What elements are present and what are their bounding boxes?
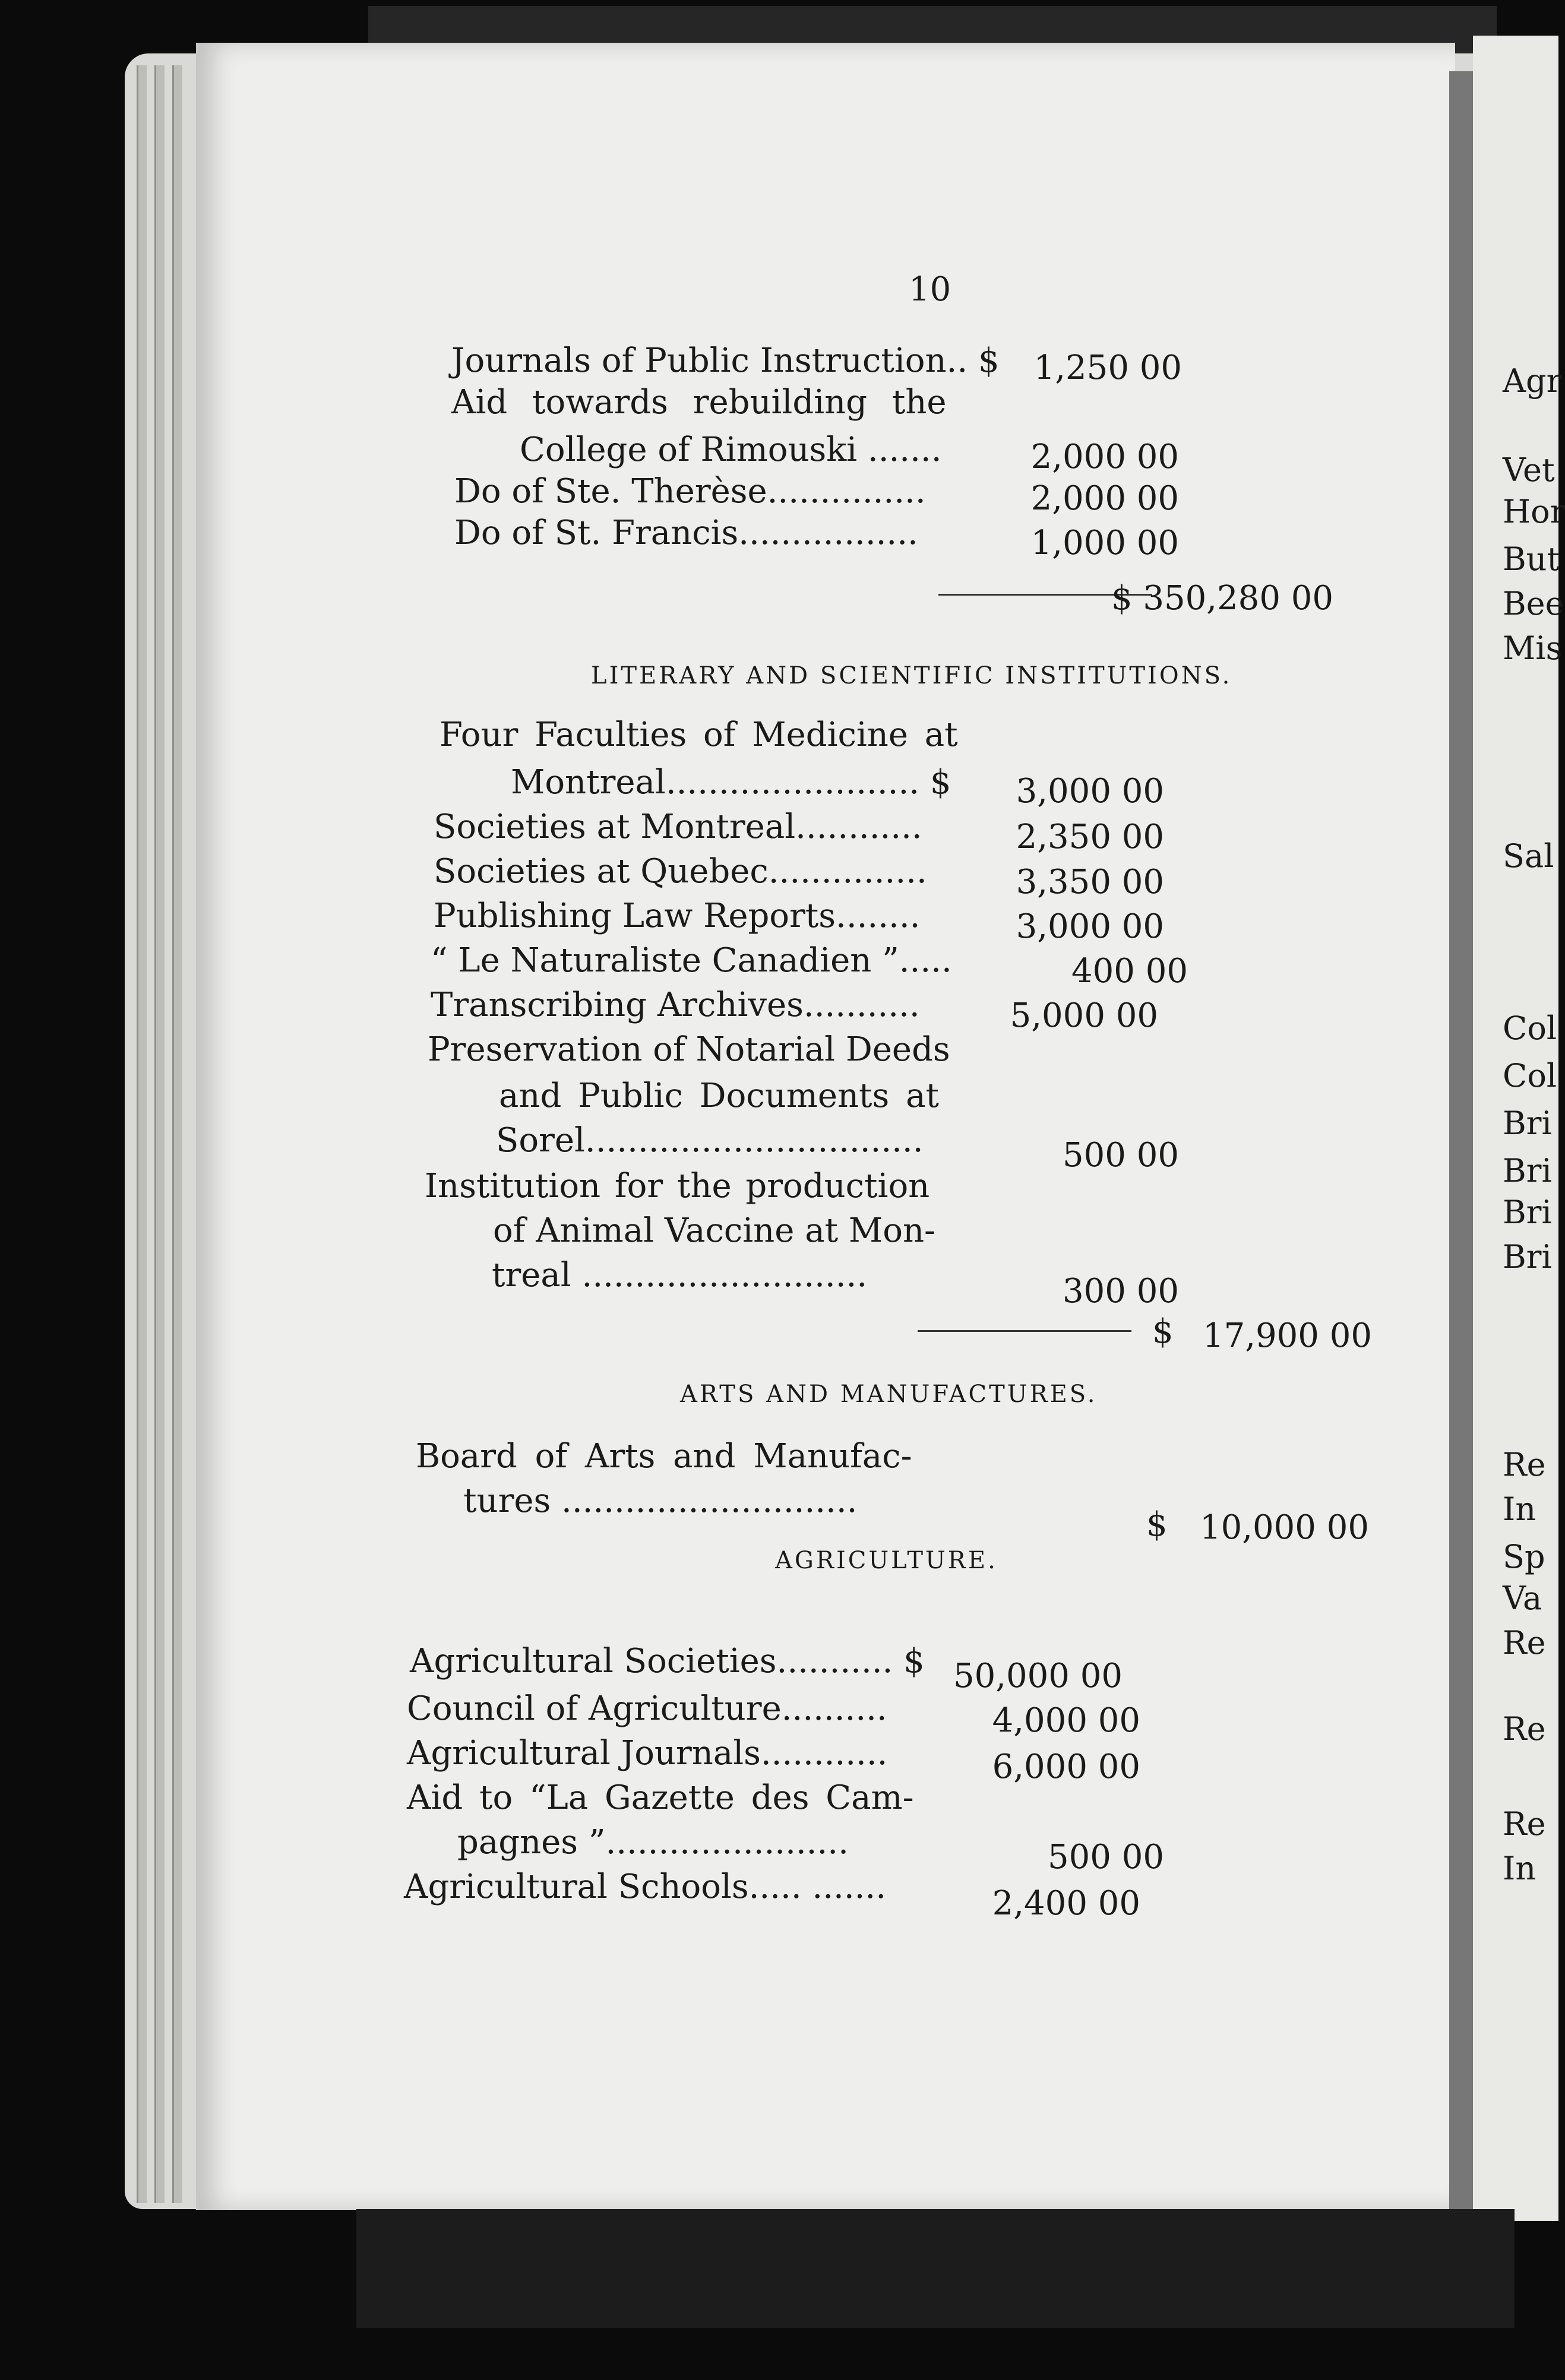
- facing-page-fragment: Re: [1503, 1805, 1546, 1843]
- line-item-amount: 1,000 00: [1030, 524, 1179, 562]
- book-gutter: [1449, 71, 1473, 2221]
- facing-page-fragment: In: [1503, 1850, 1536, 1887]
- facing-page-fragment: Bri: [1503, 1194, 1552, 1231]
- facing-page-fragment: Col: [1503, 1009, 1557, 1047]
- line-item-label: Societies at Quebec...............: [434, 852, 927, 891]
- line-item-amount: 6,000 00: [992, 1748, 1140, 1786]
- line-item-label: Agricultural Schools..... .......: [404, 1868, 887, 1906]
- line-item-amount: 500 00: [1048, 1838, 1164, 1876]
- line-item-label: Four Faculties of Medicine at: [440, 716, 958, 754]
- line-item-amount: 300 00: [1063, 1272, 1179, 1311]
- line-item-label: Do of St. Francis.................: [454, 514, 918, 552]
- facing-page-fragment: Bee: [1503, 585, 1564, 622]
- line-item-label: treal ...........................: [492, 1256, 868, 1295]
- facing-page-fragment: Col: [1503, 1057, 1557, 1094]
- facing-page-fragment: Mis: [1503, 629, 1563, 667]
- section-total: 10,000 00: [1199, 1508, 1369, 1547]
- facing-page-fragment: Sp: [1503, 1538, 1545, 1575]
- line-item-label: Transcribing Archives...........: [431, 986, 920, 1024]
- total-dollar-sign: $: [1152, 1312, 1174, 1351]
- line-item-amount: 3,000 00: [1016, 772, 1164, 811]
- section-total: 17,900 00: [1202, 1316, 1372, 1355]
- line-item-label: and Public Documents at: [499, 1077, 939, 1115]
- facing-page-fragment: Re: [1503, 1710, 1546, 1748]
- line-item-label: Agricultural Journals............: [407, 1734, 888, 1773]
- facing-page-fragment: Bri: [1503, 1238, 1552, 1276]
- facing-page-fragment: But: [1503, 540, 1560, 578]
- facing-page-fragment: Re: [1503, 1624, 1546, 1661]
- page-edge: [154, 65, 165, 2203]
- facing-page-fragment: Bri: [1503, 1152, 1552, 1189]
- line-item-amount: 3,350 00: [1016, 863, 1164, 901]
- line-item-label: Preservation of Notarial Deeds: [428, 1030, 950, 1069]
- line-item-label: Sorel................................: [496, 1121, 924, 1160]
- line-item-amount: 2,000 00: [1030, 479, 1179, 518]
- line-item-label: Publishing Law Reports........: [434, 897, 921, 935]
- line-item-label: Societies at Montreal............: [434, 808, 922, 846]
- page-edge: [172, 65, 182, 2203]
- section-heading: LITERARY AND SCIENTIFIC INSTITUTIONS.: [591, 662, 1232, 689]
- line-item-amount: 1,250 00: [1033, 349, 1182, 387]
- line-item-label: Board of Arts and Manufac-: [416, 1437, 912, 1476]
- line-item-label: Montreal........................ $: [511, 763, 951, 802]
- film-edge-bottom: [356, 2209, 1515, 2328]
- page-edge: [137, 65, 147, 2203]
- page-number: 10: [909, 270, 951, 309]
- line-item-amount: 2,400 00: [992, 1884, 1140, 1923]
- line-item-label: Institution for the production: [425, 1167, 930, 1205]
- line-item-label: Aid towards rebuilding the: [451, 383, 947, 422]
- line-item-amount: 4,000 00: [992, 1701, 1140, 1740]
- facing-page-fragment: Va: [1503, 1580, 1542, 1617]
- line-item-label: Council of Agriculture..........: [407, 1689, 887, 1728]
- facing-page-fragment: Hor: [1503, 493, 1565, 530]
- total-dollar-sign: $: [1146, 1505, 1168, 1544]
- line-item-amount: 400 00: [1071, 952, 1188, 990]
- line-item-amount: 500 00: [1063, 1136, 1179, 1175]
- line-item-label: pagnes ”.......................: [457, 1823, 849, 1862]
- line-item-label: Do of Ste. Therèse...............: [454, 472, 926, 511]
- line-item-label: “ Le Naturaliste Canadien ”.....: [431, 941, 952, 980]
- line-item-label: Journals of Public Instruction.. $: [451, 341, 1000, 380]
- facing-page-fragment: Bri: [1503, 1104, 1552, 1142]
- line-item-label: tures ............................: [463, 1482, 858, 1520]
- facing-page-fragment: Re: [1503, 1446, 1546, 1483]
- section-heading: ARTS AND MANUFACTURES.: [680, 1381, 1098, 1408]
- section-total: $ 350,280 00: [1111, 579, 1333, 618]
- line-item-amount: 3,000 00: [1016, 907, 1164, 946]
- section-heading: AGRICULTURE.: [775, 1547, 998, 1574]
- line-item-amount: 5,000 00: [1010, 996, 1158, 1035]
- line-item-label: of Animal Vaccine at Mon-: [493, 1211, 935, 1250]
- line-item-label: College of Rimouski .......: [520, 431, 942, 469]
- total-rule: [918, 1330, 1131, 1332]
- facing-page-fragment: In: [1503, 1490, 1536, 1528]
- line-item-label: Aid to “La Gazette des Cam-: [407, 1778, 914, 1817]
- facing-page-fragment: Vet: [1503, 451, 1555, 489]
- line-item-amount: 50,000 00: [953, 1657, 1123, 1695]
- line-item-amount: 2,350 00: [1016, 818, 1164, 856]
- facing-page-fragment: Agr: [1503, 362, 1562, 400]
- line-item-label: Agricultural Societies........... $: [410, 1642, 925, 1680]
- facing-page-fragment: Sal: [1503, 837, 1554, 875]
- line-item-amount: 2,000 00: [1030, 438, 1179, 476]
